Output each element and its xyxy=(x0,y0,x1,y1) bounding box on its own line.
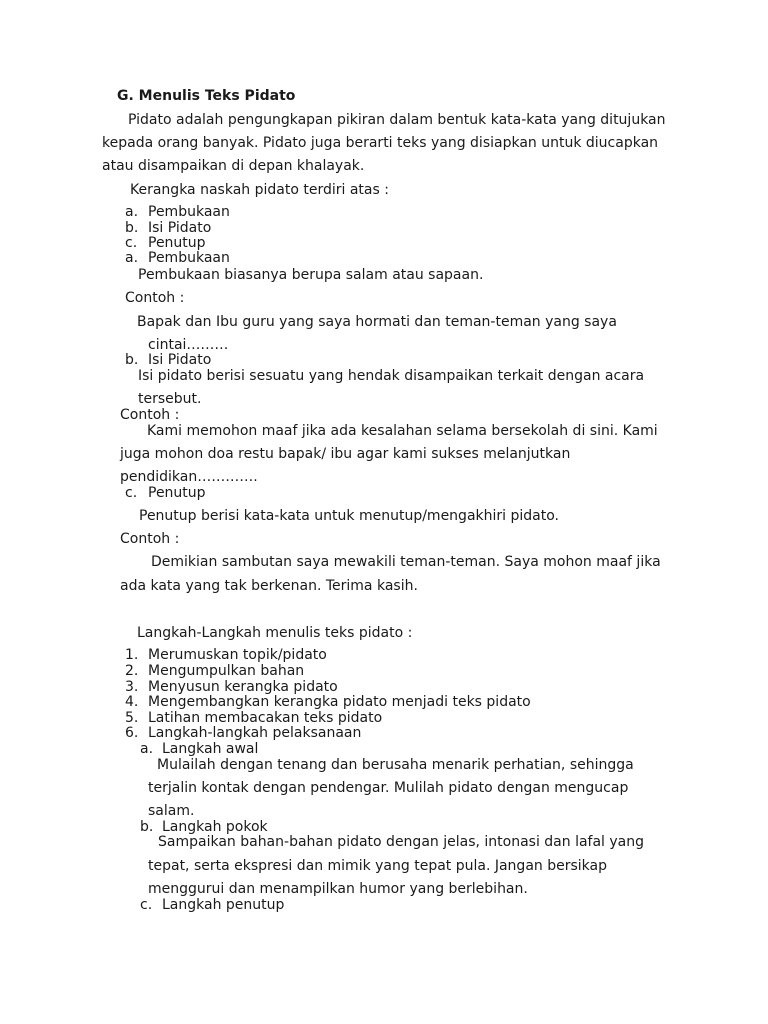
body-example-line: pendidikan…………. xyxy=(120,469,258,485)
sub-step-marker: c. xyxy=(140,897,153,913)
step-marker: 5. xyxy=(125,710,139,726)
outline-item: Isi Pidato xyxy=(148,220,212,236)
sub-step-desc-line: tepat, serta ekspresi dan mimik yang tepat pula. Jangan bersikap xyxy=(148,858,607,874)
sub-step-desc-line: Sampaikan bahan-bahan pidato dengan jelas, intonasi dan lafal yang xyxy=(158,834,645,850)
intro-line-3: atau disampaikan di depan khalayak. xyxy=(102,158,365,174)
sub-step-desc-line: menggurui dan menampilkan humor yang berlebihan. xyxy=(148,881,528,897)
step-item: Latihan membacakan teks pidato xyxy=(148,710,383,726)
intro-line-2: kepada orang banyak. Pidato juga berarti teks yang disiapkan untuk diucapkan xyxy=(102,135,659,151)
step-item: Mengumpulkan bahan xyxy=(148,663,305,679)
step-item: Mengembangkan kerangka pidato menjadi teks pidato xyxy=(148,694,531,710)
closing-desc: Penutup berisi kata-kata untuk menutup/mengakhiri pidato. xyxy=(139,508,559,524)
opening-example-line: cintai……… xyxy=(148,337,229,353)
outline-item: Penutup xyxy=(148,235,206,251)
closing-title: Penutup xyxy=(148,485,206,501)
sub-step-title: Langkah awal xyxy=(162,741,259,757)
body-desc-line: Isi pidato berisi sesuatu yang hendak disampaikan terkait dengan acara xyxy=(138,368,645,384)
opening-desc: Pembukaan biasanya berupa salam atau sapaan. xyxy=(138,267,484,283)
intro-line-1: Pidato adalah pengungkapan pikiran dalam bentuk kata-kata yang ditujukan xyxy=(128,112,666,128)
step-marker: 4. xyxy=(125,694,139,710)
outline-item: Pembukaan xyxy=(148,204,230,220)
body-marker: b. xyxy=(125,352,139,368)
opening-marker: a. xyxy=(125,250,139,266)
body-example-label: Contoh : xyxy=(120,407,180,423)
sub-step-title: Langkah penutup xyxy=(162,897,285,913)
step-marker: 1. xyxy=(125,647,139,663)
closing-marker: c. xyxy=(125,485,138,501)
page-title: G. Menulis Teks Pidato xyxy=(117,88,296,104)
outline-item-marker: b. xyxy=(125,220,139,236)
step-marker: 3. xyxy=(125,679,139,695)
body-example-line: juga mohon doa restu bapak/ ibu agar kami sukses melanjutkan xyxy=(120,446,571,462)
sub-step-marker: b. xyxy=(140,819,154,835)
steps-intro: Langkah-Langkah menulis teks pidato : xyxy=(137,625,413,641)
step-marker: 6. xyxy=(125,725,139,741)
step-item: Langkah-langkah pelaksanaan xyxy=(148,725,362,741)
opening-example-line: Bapak dan Ibu guru yang saya hormati dan teman-teman yang saya xyxy=(137,314,617,330)
closing-example-line: Demikian sambutan saya mewakili teman-teman. Saya mohon maaf jika xyxy=(151,554,661,570)
opening-title: Pembukaan xyxy=(148,250,230,266)
step-item: Menyusun kerangka pidato xyxy=(148,679,338,695)
body-example-line: Kami memohon maaf jika ada kesalahan selama bersekolah di sini. Kami xyxy=(147,423,658,439)
outline-intro: Kerangka naskah pidato terdiri atas : xyxy=(130,182,389,198)
outline-item-marker: c. xyxy=(125,235,138,251)
sub-step-marker: a. xyxy=(140,741,154,757)
opening-example-label: Contoh : xyxy=(125,290,185,306)
sub-step-desc-line: Mulailah dengan tenang dan berusaha menarik perhatian, sehingga xyxy=(157,757,634,773)
step-marker: 2. xyxy=(125,663,139,679)
closing-example-label: Contoh : xyxy=(120,531,180,547)
closing-example-line: ada kata yang tak berkenan. Terima kasih. xyxy=(120,578,418,594)
outline-item-marker: a. xyxy=(125,204,139,220)
body-desc-line: tersebut. xyxy=(138,391,202,407)
step-item: Merumuskan topik/pidato xyxy=(148,647,327,663)
sub-step-desc-line: salam. xyxy=(148,803,195,819)
sub-step-desc-line: terjalin kontak dengan pendengar. Mulilah pidato dengan mengucap xyxy=(148,780,629,796)
sub-step-title: Langkah pokok xyxy=(162,819,268,835)
body-title: Isi Pidato xyxy=(148,352,212,368)
